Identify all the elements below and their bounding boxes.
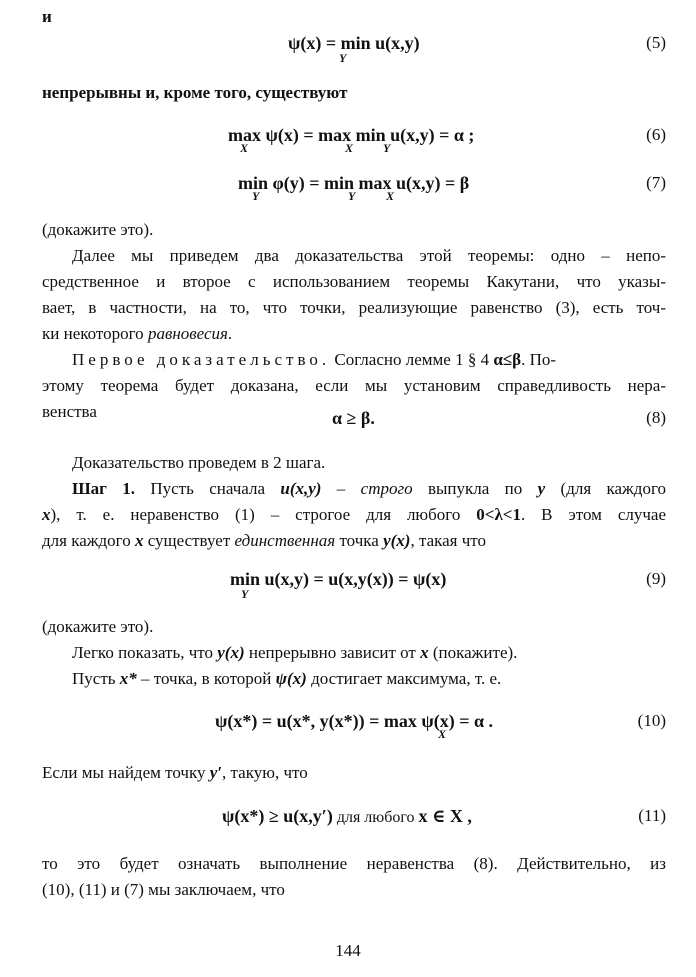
text-line: Легко показать, что y(x) непрерывно зависит от x (покажите).	[72, 643, 518, 662]
equation-7-subscript: Y	[348, 189, 356, 203]
text-line: этому теорема будет доказана, если мы установим справедливость нера-	[42, 376, 666, 395]
equation-10-subscript: X	[438, 727, 447, 741]
equation-6-subscript: Y	[383, 141, 391, 155]
equation-number: (11)	[638, 806, 666, 825]
text-line: вает, в частности, на то, что точки, реализующие равенство (3), есть точ-	[42, 298, 666, 317]
text-line: (докажите это).	[42, 617, 154, 636]
equation-5: ψ(x) = min u(x,y)	[288, 33, 420, 53]
equation-11: ψ(x*) ≥ u(x,y′) для любого x ∈ X ,	[222, 806, 472, 826]
text-line: (докажите это).	[42, 220, 154, 239]
page-number: 144	[335, 941, 361, 960]
text-line: Первое доказательство. Согласно лемме 1 § 4 α≤β. По-	[72, 350, 557, 369]
text-line: Далее мы приведем два доказательства этой теоремы: одно – непо-	[72, 246, 666, 265]
text-line: (10), (11) и (7) мы заключаем, что	[42, 880, 285, 899]
text-line: средственное и второе с использованием теоремы Какутани, что указы-	[42, 272, 666, 291]
equation-9-subscript: Y	[241, 587, 249, 601]
equation-6-subscript: X	[240, 141, 249, 155]
emphasis: равновесия	[147, 324, 228, 343]
spaced-heading: Первое доказательство.	[72, 350, 331, 369]
equation-5-subscript: Y	[339, 51, 347, 65]
equation-7-subscript: X	[386, 189, 395, 203]
equation-number: (9)	[646, 569, 666, 588]
text-line: x), т. е. неравенство (1) – строгое для любого 0<λ<1. В этом случае	[42, 505, 666, 524]
step-label: Шаг 1.	[72, 479, 135, 498]
text-line: и	[42, 7, 52, 26]
text-line: Если мы найдем точку y′, такую, что	[42, 763, 308, 782]
equation-number: (8)	[646, 408, 666, 427]
equation-6: max ψ(x) = max min u(x,y) = α ;	[228, 125, 475, 145]
text-line: непрерывны и, кроме того, существуют	[42, 83, 348, 102]
equation-10: ψ(x*) = u(x*, y(x*)) = max ψ(x) = α .	[215, 711, 494, 731]
equation-7-subscript: Y	[252, 189, 260, 203]
equation-number: (7)	[646, 173, 666, 192]
equation-number: (6)	[646, 125, 666, 144]
text-line: Шаг 1. Пусть сначала u(x,y) – строго выпукла по y (для каждого	[72, 479, 667, 498]
text-line: Доказательство проведем в 2 шага.	[72, 453, 326, 472]
equation-number: (5)	[646, 33, 666, 52]
equation-6-subscript: X	[345, 141, 354, 155]
equation-number: (10)	[637, 711, 666, 730]
text-line: венства	[42, 402, 97, 421]
text-line: ки некоторого равновесия.	[42, 324, 233, 343]
text-line: для каждого x существует единственная точка y(x), такая что	[42, 531, 486, 550]
equation-9: min u(x,y) = u(x,y(x)) = ψ(x)	[230, 569, 447, 589]
text-line: то это будет означать выполнение неравенства (8). Действительно, из	[42, 854, 666, 873]
equation-7: min φ(y) = min max u(x,y) = β	[238, 173, 470, 193]
text-line: Пусть x* – точка, в которой ψ(x) достигает максимума, т. е.	[72, 669, 502, 688]
equation-8: α ≥ β.	[332, 408, 375, 428]
